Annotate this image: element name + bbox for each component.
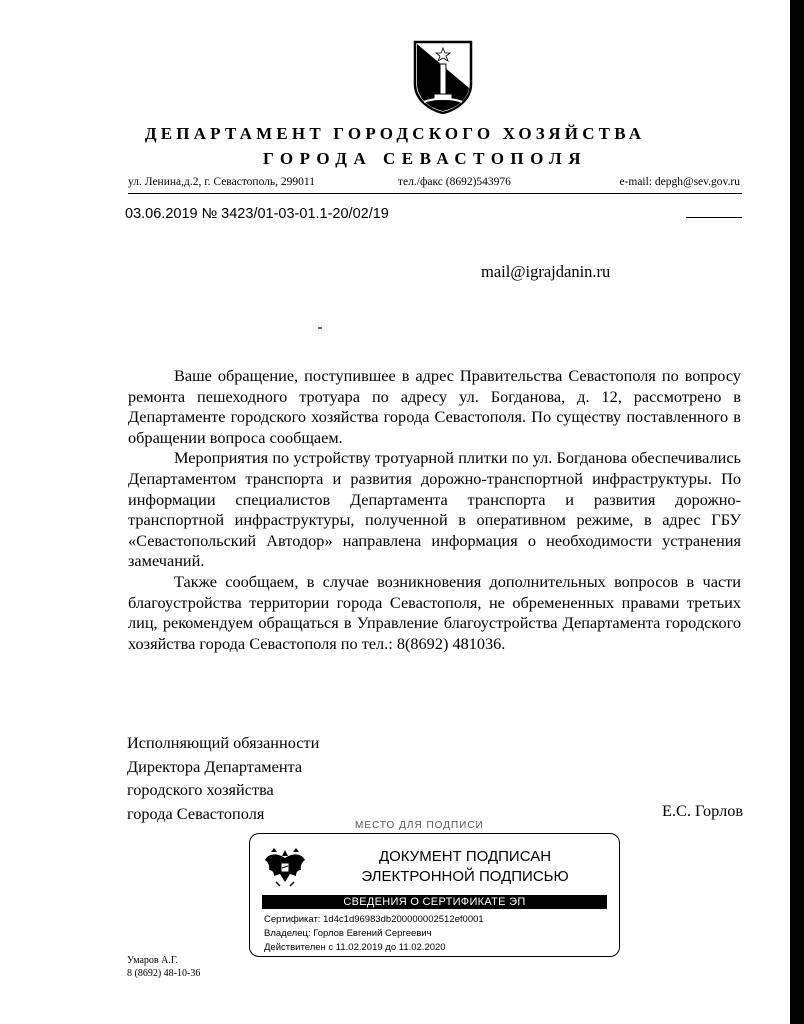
signature-place-label: МЕСТО ДЛЯ ПОДПИСИ: [355, 820, 484, 831]
esign-owner: Владелец: Горлов Евгений Сергеевич: [264, 928, 432, 939]
letter-body: [128, 366, 741, 654]
esign-title-line1: ДОКУМЕНТ ПОДПИСАН: [378, 848, 552, 865]
addressee-email: mail@igrajdanin.ru: [481, 262, 611, 281]
body-paragraph-2: Мероприятия по устройству тротуарной плитки по ул. Богданова обеспечивались Департаментом транспорта и развития дорожно-транспортной инфраструктуры. По информации специалистов Департамента транспорта и развития дорожно-транспортной инфраструктуры, полученной в оперативном режиме, в адрес ГБУ «Севастопольский Автодор» направлена информация о необходимости устранения замечаний.: [128, 448, 741, 571]
org-address: ул. Ленина,д.2, г. Севастополь, 299011: [128, 176, 315, 188]
org-email: e-mail: depgh@sev.gov.ru: [619, 176, 740, 188]
esign-certificate-header: СВЕДЕНИЯ О СЕРТИФИКАТЕ ЭП: [262, 895, 607, 909]
org-phone: тел./факс (8692)543976: [398, 176, 511, 188]
sevastopol-coat-of-arms-icon: [412, 40, 474, 114]
org-contacts: [128, 176, 740, 192]
registration-number: 03.06.2019 № 3423/01-03-01.1-20/02/19: [125, 206, 389, 222]
org-name-line1: ДЕПАРТАМЕНТ ГОРОДСКОГО ХОЗЯЙСТВА: [144, 124, 646, 143]
signatory-position: [127, 731, 319, 825]
russia-coat-of-arms-icon: [262, 846, 308, 888]
esign-validity: Действителен с 11.02.2019 до 11.02.2020: [264, 942, 446, 953]
executor-name: Умаров А.Г.: [127, 955, 178, 966]
esign-certificate: Сертификат: 1d4c1d96983db200000002512ef0001: [264, 914, 484, 925]
esign-title-line2: ЭЛЕКТРОННОЙ ПОДПИСЬЮ: [361, 868, 569, 885]
body-paragraph-3: Также сообщаем, в случае возникновения дополнительных вопросов в части благоустройства территории города Севастополя, не обремененных правами третьих лиц, рекомендуем обращаться в Управление благоустройства Департамента городского хозяйства города Севастополя по тел.: 8(8692) 481036.: [128, 571, 741, 653]
signatory-position-line: Директора Департамента: [127, 756, 303, 776]
executor-info: [127, 954, 200, 980]
electronic-signature-stamp: [249, 833, 620, 957]
body-paragraph-1: Ваше обращение, поступившее в адрес Правительства Севастополя по вопросу ремонта пешеходного тротуара по адресу ул. Богданова, д. 12, рассмотрено в Департаменте городского хозяйства города Севастополя. По существу поставленного в обращении вопроса сообщаем.: [128, 366, 741, 447]
header-divider: [128, 193, 742, 194]
signatory-position-line: городского хозяйства: [127, 780, 274, 799]
registration-dash: [686, 217, 742, 218]
scan-speck: [318, 327, 322, 329]
executor-phone: 8 (8692) 48-10-36: [127, 968, 201, 979]
signatory-position-line: города Севастополя: [127, 803, 265, 823]
signatory-position-line: Исполняющий обязанности: [127, 733, 320, 752]
signatory-name: Е.С. Горлов: [662, 801, 744, 820]
org-name-line2: ГОРОДА СЕВАСТОПОЛЯ: [263, 149, 587, 168]
